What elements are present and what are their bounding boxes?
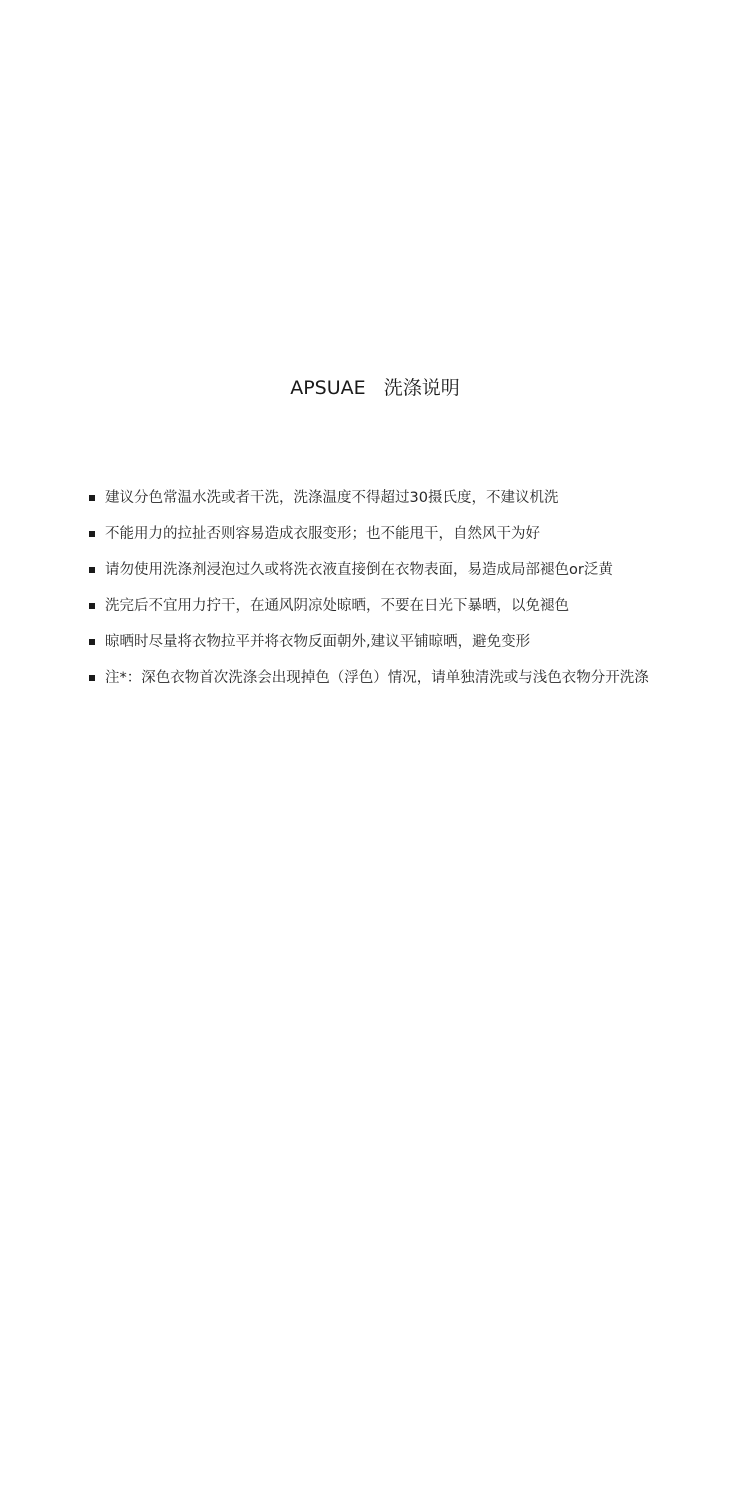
- list-item: [89, 552, 649, 588]
- instruction-text: 请勿使用洗涤剂浸泡过久或将洗衣液直接倒在衣物表面，易造成局部褪色or泛黄: [105, 562, 613, 578]
- square-bullet-icon: [89, 675, 95, 681]
- square-bullet-icon: [89, 567, 95, 573]
- list-item: [89, 516, 649, 552]
- care-instructions-list: [89, 480, 649, 696]
- instruction-text: 不能用力的拉扯否则容易造成衣服变形；也不能甩干，自然风干为好: [105, 526, 540, 542]
- square-bullet-icon: [89, 639, 95, 645]
- list-item: [89, 624, 649, 660]
- square-bullet-icon: [89, 495, 95, 501]
- list-item: [89, 660, 649, 696]
- instruction-text: 注*：深色衣物首次洗涤会出现掉色（浮色）情况，请单独清洗或与浅色衣物分开洗涤: [105, 670, 649, 686]
- list-item: [89, 480, 649, 516]
- square-bullet-icon: [89, 603, 95, 609]
- list-item: [89, 588, 649, 624]
- square-bullet-icon: [89, 531, 95, 537]
- instruction-text: 晾晒时尽量将衣物拉平并将衣物反面朝外,建议平铺晾晒，避免变形: [105, 634, 531, 650]
- instruction-text: 建议分色常温水洗或者干洗，洗涤温度不得超过30摄氏度，不建议机洗: [105, 490, 559, 506]
- instruction-text: 洗完后不宜用力拧干，在通风阴凉处晾晒，不要在日光下暴晒，以免褪色: [105, 598, 569, 614]
- page-title: APSUAE 洗涤说明: [290, 377, 460, 399]
